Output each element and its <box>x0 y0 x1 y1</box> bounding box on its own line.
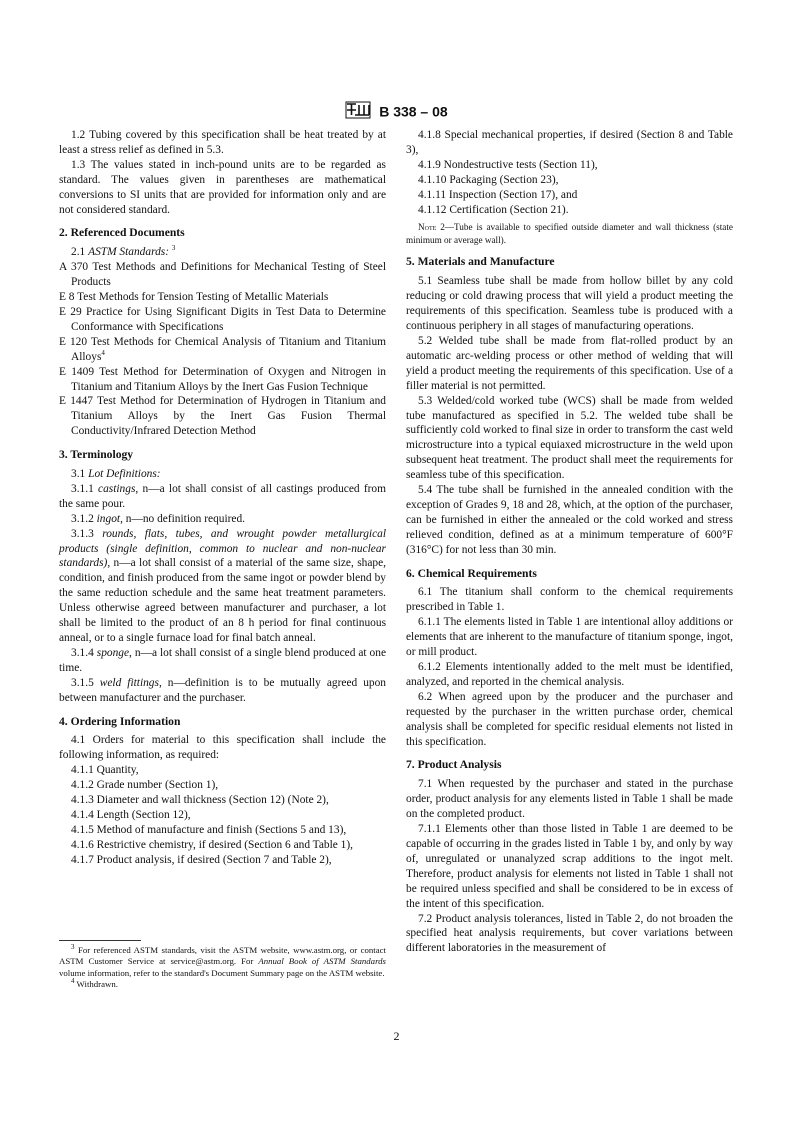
paragraph-7-1: 7.1 When requested by the purchaser and stated in the purchase order, product analysis for any elements listed in Table 1 shall be made on the completed product. <box>406 778 733 821</box>
list-item: 4.1.6 Restrictive chemistry, if desired (Section 6 and Table 1), <box>71 838 353 851</box>
paragraph-1-2: 1.2 Tubing covered by this specification shall be heat treated by at least a stress relief as defined in 5.3. <box>59 129 386 156</box>
paragraph-6-2: 6.2 When agreed upon by the producer and the purchaser and requested by the purchaser in the written purchase order, chemical analysis shall be completed for specific residual elements not listed in this specification. <box>406 690 733 748</box>
paragraph-3-1: 3.1 Lot Definitions: <box>71 468 161 481</box>
right-column <box>406 128 733 956</box>
paragraph-5-3: 5.3 Welded/cold worked tube (WCS) shall be made from welded tube manufactured as specified in 5.2. The welded tube shall be sufficiently cold worked to final size in order to transform the cast weld microstructure into a typical equiaxed microstructure in the weld upon subsequent heat treatment. The product shall meet the requirements for seamless tube of this specification. <box>406 394 733 482</box>
reference-e1447: E 1447 Test Method for Determination of Hydrogen in Titanium and Titanium Alloys by the Inert Gas Fusion Thermal Conductivity/Infrared Detection Method <box>59 395 386 438</box>
note-2: Note 2—Tube is available to specified outside diameter and wall thickness (state minimum or average wall). <box>406 222 733 245</box>
list-item: 4.1.4 Length (Section 12), <box>71 808 191 821</box>
page-number: 2 <box>393 1029 400 1043</box>
list-item: 4.1.10 Packaging (Section 23), <box>418 173 559 186</box>
paragraph-5-2: 5.2 Welded tube shall be made from flat-rolled product by an automatic arc-welding process or other method of welding that will yield a product meeting the requirements of this specification. Use of a filler material is not permitted. <box>406 334 733 392</box>
section-heading-chemical-requirements: 6. Chemical Requirements <box>406 566 537 580</box>
paragraph-6-1: 6.1 The titanium shall conform to the chemical requirements prescribed in Table 1. <box>406 586 733 614</box>
left-column <box>59 128 386 868</box>
page-header <box>0 100 793 123</box>
list-item: 4.1.7 Product analysis, if desired (Section 7 and Table 2), <box>71 853 332 866</box>
definition-weld-fittings: 3.1.5 weld fittings, n—definition is to be mutually agreed upon between manufacturer and the purchaser. <box>59 676 386 704</box>
standard-designation: B 338 – 08 <box>379 103 448 120</box>
section-heading-product-analysis: 7. Product Analysis <box>406 758 502 772</box>
definition-rounds-flats-tubes: 3.1.3 rounds, flats, tubes, and wrought powder metallurgical products (single definition, common to nuclear and non-nuclear standards), n—a lot shall consist of a material of the same size, shape, condition, and finish produced from the same ingot or powder blend by the same reduction schedule and the same heat treatment parameters. Unless otherwise agreed between manufacturer and purchaser, a lot shall be limited to the product of an 8 h period for final continuous anneal, or to a single furnace load for final batch anneal. <box>59 527 386 644</box>
paragraph-6-1-2: 6.1.2 Elements intentionally added to the melt must be identified, analyzed, and reported in the chemical analysis. <box>406 661 733 688</box>
footnote-4: $^4$ Withdrawn. <box>71 977 118 990</box>
section-heading-ordering-information: 4. Ordering Information <box>59 714 181 728</box>
definition-ingot: 3.1.2 ingot, n—no definition required. <box>71 512 246 525</box>
paragraph-5-4: 5.4 The tube shall be furnished in the annealed condition with the exception of Grades 9, 18 and 28, which, at the option of the purchaser, can be furnished in either the annealed or the cold worked and stress relieved condition, defined as at a minimum temperature of 600°F (316°C) for not less than 30 min. <box>406 484 733 556</box>
paragraph-7-2: 7.2 Product analysis tolerances, listed in Table 2, do not broaden the specified heat analysis requirements, but cover variations between different laboratories in the measurement of <box>406 912 733 955</box>
reference-e8: E 8 Test Methods for Tension Testing of Metallic Materials <box>59 291 329 304</box>
paragraph-5-1: 5.1 Seamless tube shall be made from hollow billet by any cold reducing or cold drawing process that will yield a product meeting the requirements of this specification. Seamless tube is produced with a continuous periphery in all stages of manufacturing operations. <box>406 275 733 333</box>
footnote-3: $^3$ For referenced ASTM standards, visit the ASTM website, www.astm.org, or contact ASTM Customer Service at service@astm.org. For Annual Book of ASTM Standards volume information, refer to the standard's Document Summary page on the ASTM website. <box>59 943 387 978</box>
footnotes <box>59 945 386 991</box>
list-item: 4.1.1 Quantity, <box>71 764 139 777</box>
reference-e120: E 120 Test Methods for Chemical Analysis of Titanium and Titanium Alloys$^4$ <box>59 335 386 363</box>
definition-sponge: 3.1.4 sponge, n—a lot shall consist of a single blend produced at one time. <box>59 646 386 674</box>
reference-e1409: E 1409 Test Method for Determination of Oxygen and Nitrogen in Titanium and Titanium Alloys by the Inert Gas Fusion Technique <box>59 365 386 393</box>
paragraph-4-1: 4.1 Orders for material to this specification shall include the following information, as required: <box>59 734 386 762</box>
definition-castings: 3.1.1 castings, n—a lot shall consist of all castings produced from the same pour. <box>59 482 386 510</box>
paragraph-6-1-1: 6.1.1 The elements listed in Table 1 are intentional alloy additions or elements that are inherent to the manufacture of titanium sponge, ingot, or mill product. <box>406 616 733 659</box>
list-item: 4.1.12 Certification (Section 21). <box>418 203 569 216</box>
list-item: 4.1.8 Special mechanical properties, if desired (Section 8 and Table 3), <box>406 129 733 156</box>
list-item: 4.1.11 Inspection (Section 17), and <box>418 188 578 201</box>
footnote-rule <box>59 940 141 941</box>
reference-e29: E 29 Practice for Using Significant Digits in Test Data to Determine Conformance with Specifications <box>59 305 386 333</box>
paragraph-7-1-1: 7.1.1 Elements other than those listed in Table 1 are deemed to be capable of occurring in the grades listed in Table 1 by, and only by way of, unregulated or unanalyzed scrap additions to the ingot melt. Therefore, product analysis for elements not listed in Table 1 shall not be required unless specified and shall be considered to be in excess of the intent of this specification. <box>406 823 733 910</box>
list-item: 4.1.2 Grade number (Section 1), <box>71 779 219 792</box>
reference-a370: A 370 Test Methods and Definitions for Mechanical Testing of Steel Products <box>59 261 386 289</box>
list-item: 4.1.5 Method of manufacture and finish (Sections 5 and 13), <box>71 823 347 836</box>
section-heading-referenced-documents: 2. Referenced Documents <box>59 226 185 240</box>
paragraph-2-1: 2.1 ASTM Standards: $^3$ <box>71 244 176 259</box>
section-heading-terminology: 3. Terminology <box>59 448 134 462</box>
paragraph-1-3: 1.3 The values stated in inch-pound units are to be regarded as standard. The values given in parentheses are mathematical conversions to SI units that are provided for information only and are not considered standard. <box>59 158 386 216</box>
list-item: 4.1.3 Diameter and wall thickness (Section 12) (Note 2), <box>71 794 329 807</box>
list-item: 4.1.9 Nondestructive tests (Section 11), <box>418 158 598 171</box>
section-heading-materials-manufacture: 5. Materials and Manufacture <box>406 255 555 269</box>
astm-logo-icon <box>345 100 371 123</box>
